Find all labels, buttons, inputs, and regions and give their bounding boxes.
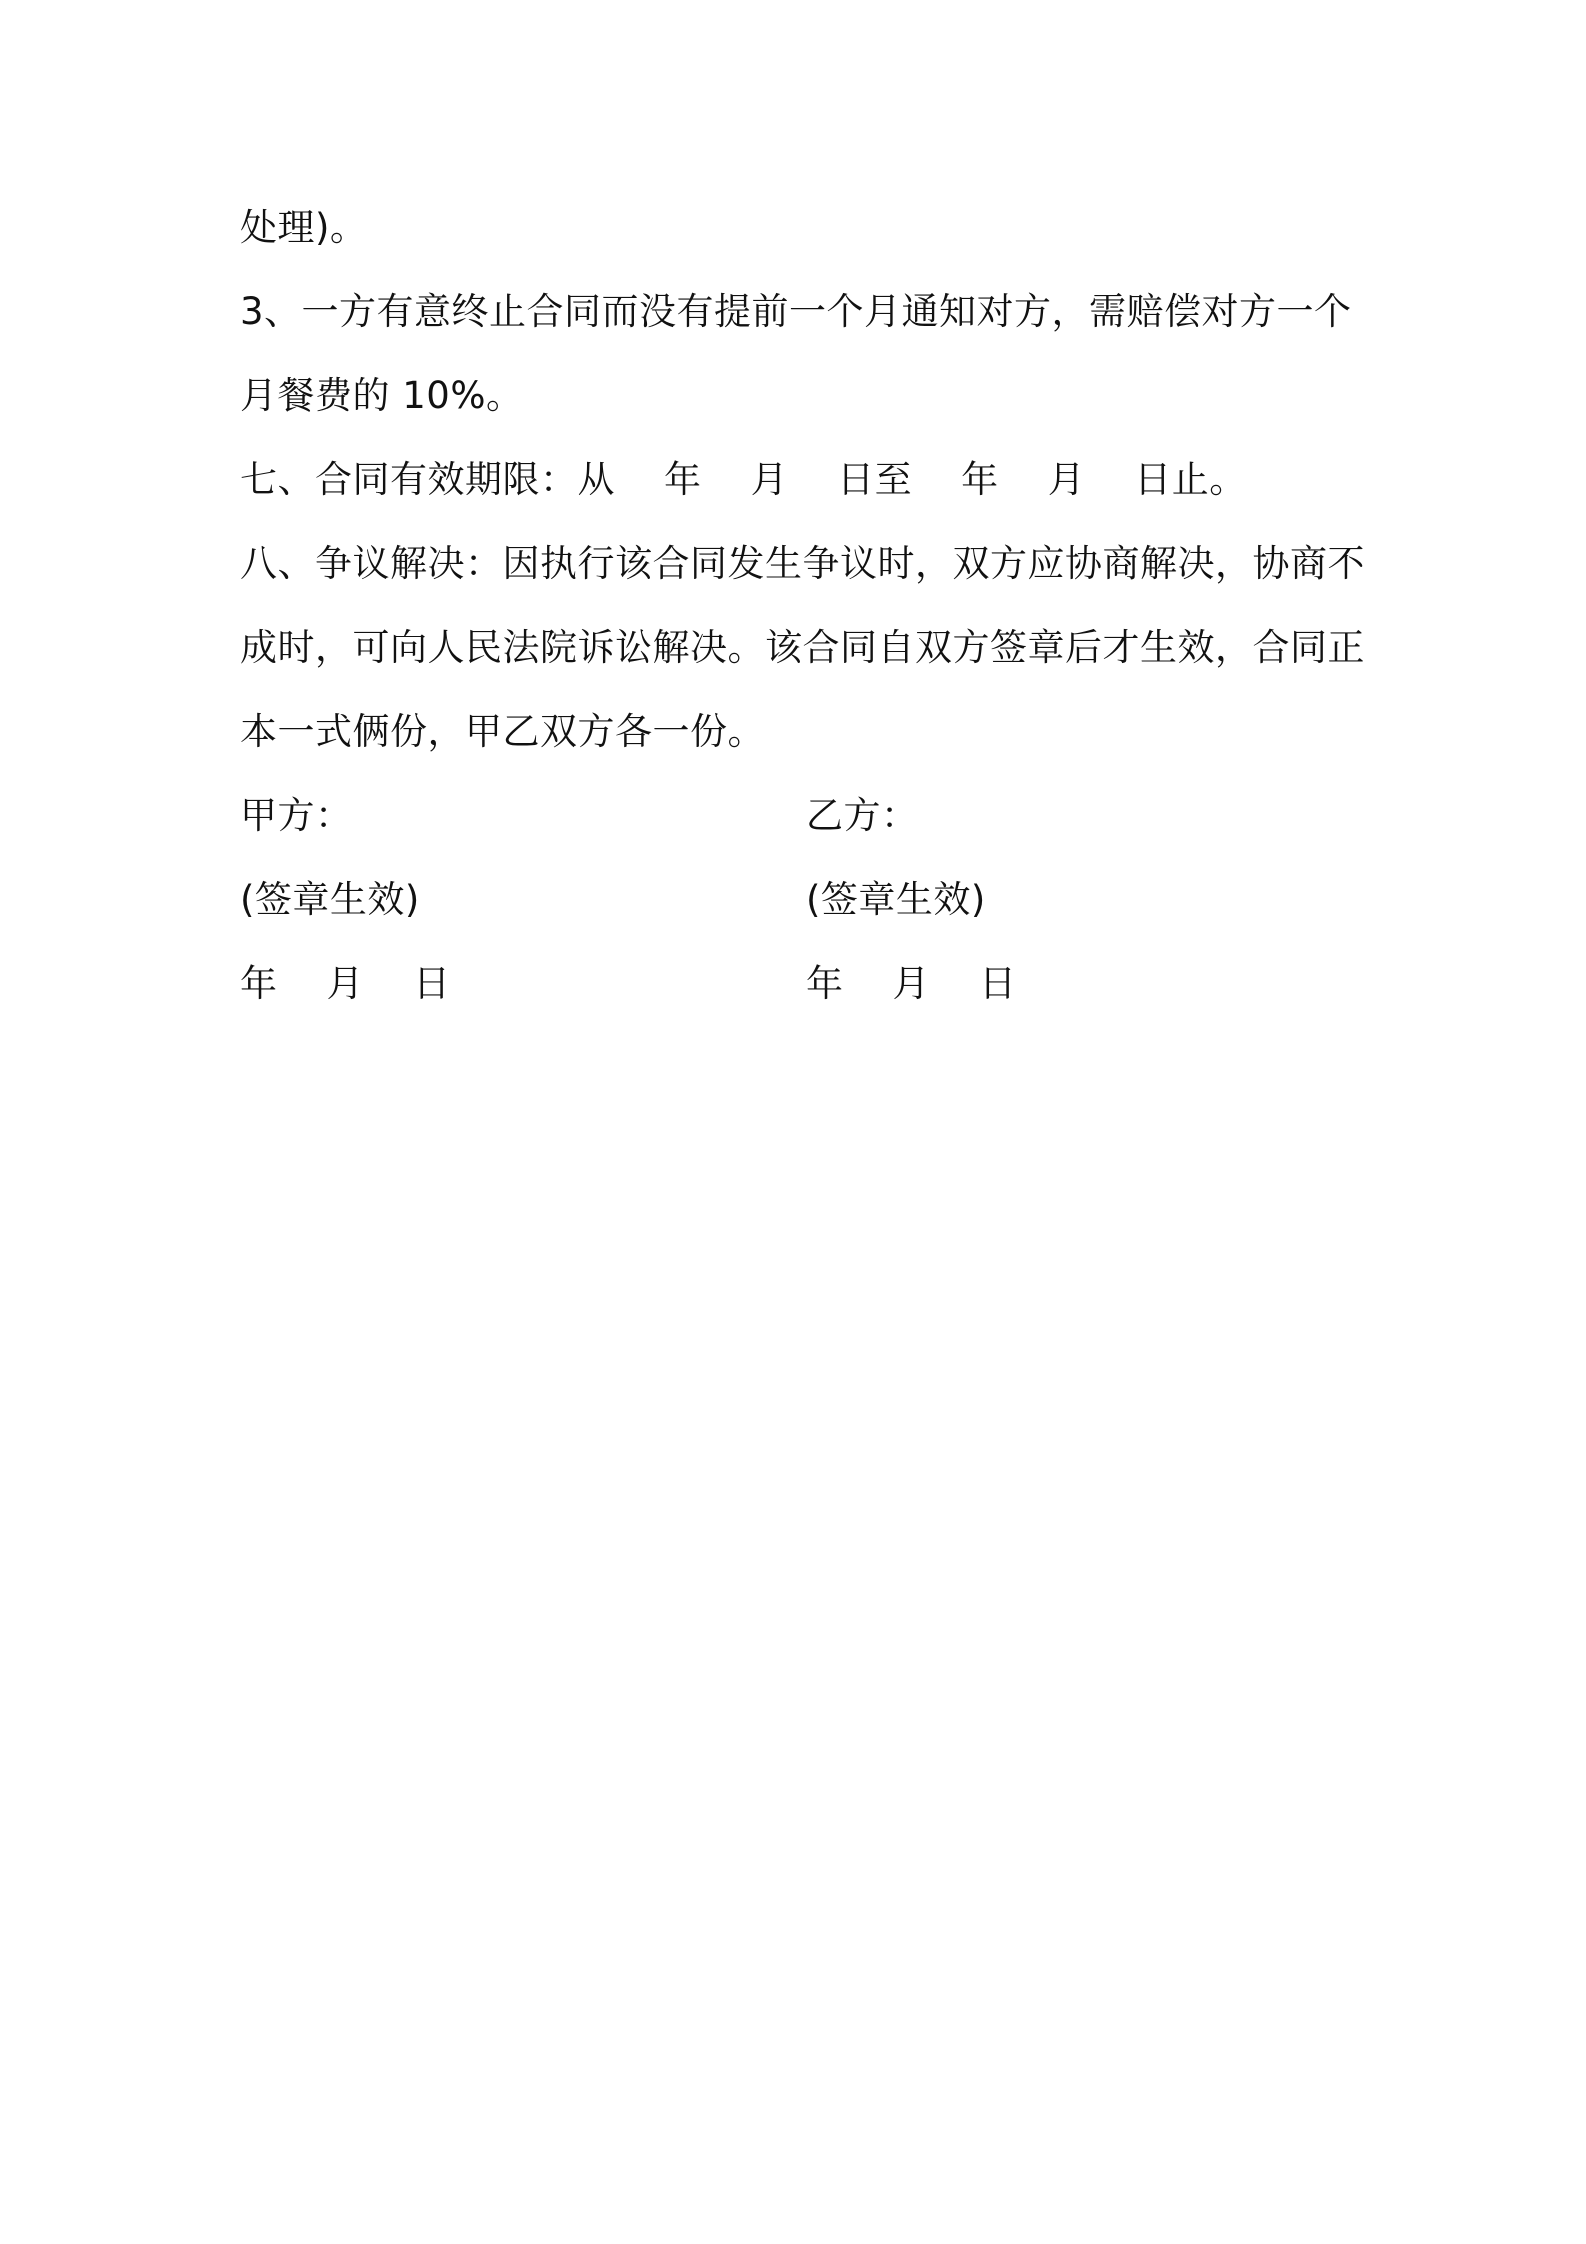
validity-clause: 七、合同有效期限：从 年 月 日至 年 月 日止。 bbox=[240, 458, 1247, 501]
paragraph-line: 3、一方有意终止合同而没有提前一个月通知对方，需赔偿对方一个 bbox=[240, 290, 1352, 333]
party-b-seal-note: (签章生效) bbox=[806, 878, 986, 921]
dispute-clause-line: 本一式俩份，甲乙双方各一份。 bbox=[240, 710, 765, 753]
party-b-date: 年 月 日 bbox=[806, 962, 1017, 1005]
party-a-date: 年 月 日 bbox=[240, 962, 451, 1005]
party-a-label: 甲方： bbox=[240, 794, 353, 837]
dispute-clause-line: 成时，可向人民法院诉讼解决。该合同自双方签章后才生效，合同正 bbox=[240, 626, 1365, 669]
party-a-seal-note: (签章生效) bbox=[240, 878, 420, 921]
party-b-label: 乙方： bbox=[806, 794, 919, 837]
paragraph-line: 处理)。 bbox=[240, 206, 368, 249]
paragraph-line: 月餐费的 10%。 bbox=[240, 374, 524, 417]
dispute-clause-line: 八、争议解决：因执行该合同发生争议时，双方应协商解决，协商不 bbox=[240, 542, 1365, 585]
